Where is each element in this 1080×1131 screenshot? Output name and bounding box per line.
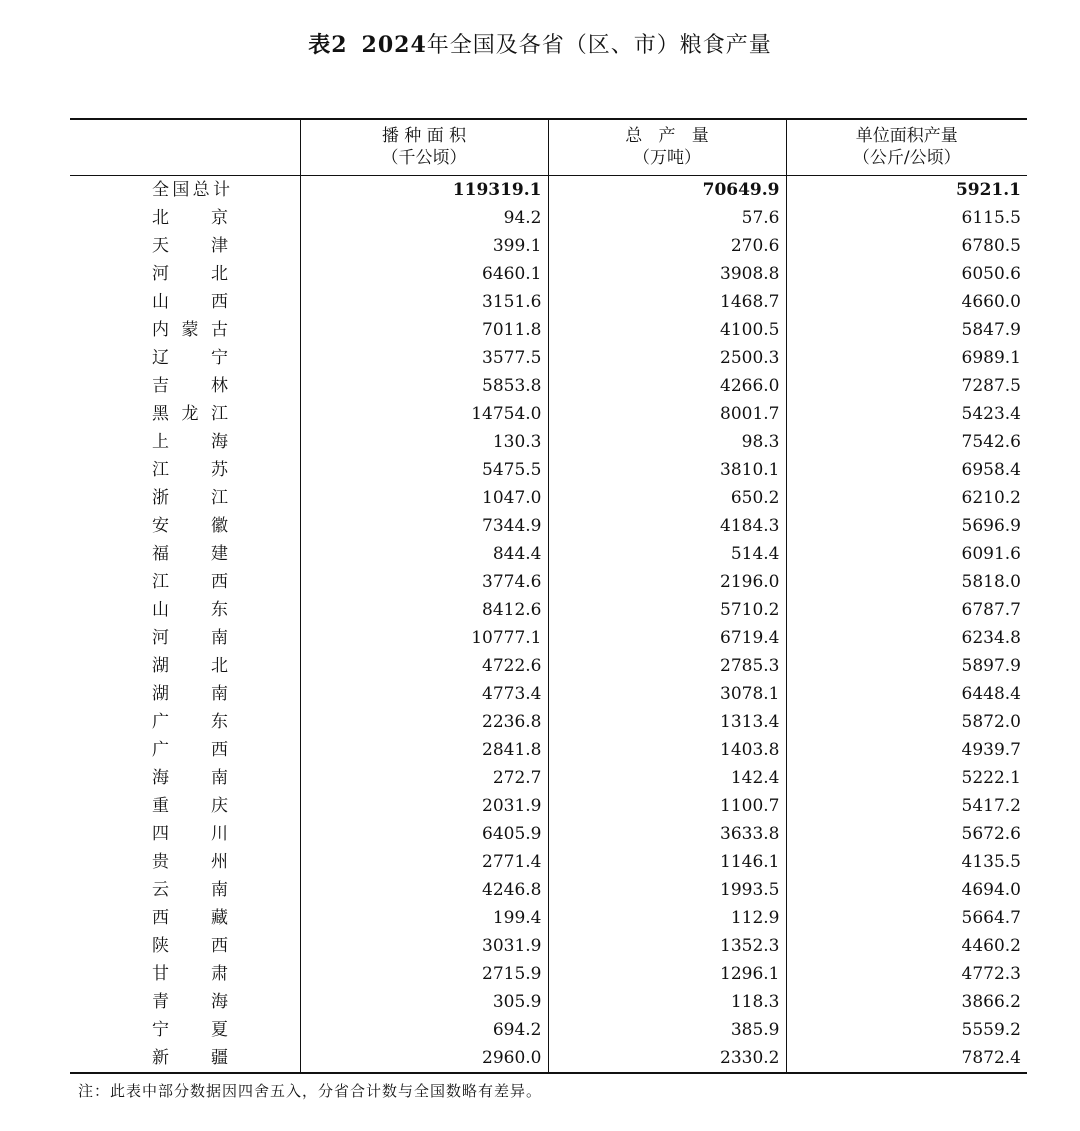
total-output-cell: 8001.7 — [548, 400, 786, 428]
sown-area-cell: 8412.6 — [300, 596, 548, 624]
table-title — [0, 28, 1080, 59]
region-name: 福 建 — [152, 543, 228, 564]
total-output-cell: 385.9 — [548, 1016, 786, 1044]
header-sown-area-label: 播 种 面 积 — [381, 126, 467, 147]
yield-per-area-cell: 5423.4 — [786, 400, 1027, 428]
total-output-cell: 4184.3 — [548, 512, 786, 540]
region-name-cell — [70, 792, 300, 820]
total-output-cell: 1313.4 — [548, 708, 786, 736]
yield-per-area-cell: 4694.0 — [786, 876, 1027, 904]
yield-per-area-cell: 4772.3 — [786, 960, 1027, 988]
sown-area-cell: 130.3 — [300, 428, 548, 456]
table-body — [70, 175, 1027, 1073]
region-name-cell — [70, 708, 300, 736]
region-name-cell — [70, 456, 300, 484]
region-name: 山 西 — [152, 291, 228, 312]
table-row — [70, 960, 1027, 988]
header-sown-area-unit: （千公顷） — [381, 148, 467, 169]
sown-area-cell: 4773.4 — [300, 680, 548, 708]
yield-per-area-cell: 7287.5 — [786, 372, 1027, 400]
table-row — [70, 848, 1027, 876]
header-yield-per-area — [786, 119, 1027, 175]
total-output-cell: 1468.7 — [548, 288, 786, 316]
region-name: 河 南 — [152, 627, 228, 648]
table-row — [70, 540, 1027, 568]
total-output-cell: 112.9 — [548, 904, 786, 932]
yield-per-area-cell: 4460.2 — [786, 932, 1027, 960]
region-name-cell — [70, 175, 300, 204]
table-row — [70, 876, 1027, 904]
table-row — [70, 596, 1027, 624]
yield-per-area-cell: 5818.0 — [786, 568, 1027, 596]
region-name-cell — [70, 512, 300, 540]
total-output-cell: 3633.8 — [548, 820, 786, 848]
region-name-cell — [70, 820, 300, 848]
yield-per-area-cell: 5664.7 — [786, 904, 1027, 932]
region-name-cell — [70, 204, 300, 232]
region-name: 江 西 — [152, 571, 228, 592]
table-number: 表2 — [308, 32, 348, 58]
region-name: 天 津 — [152, 235, 228, 256]
sown-area-cell: 94.2 — [300, 204, 548, 232]
table-row — [70, 624, 1027, 652]
table-row — [70, 708, 1027, 736]
region-name-cell — [70, 876, 300, 904]
total-output-cell: 2196.0 — [548, 568, 786, 596]
region-name: 河 北 — [152, 263, 228, 284]
sown-area-cell: 119319.1 — [300, 175, 548, 204]
sown-area-cell: 399.1 — [300, 232, 548, 260]
region-name: 北 京 — [152, 207, 228, 228]
total-output-cell: 650.2 — [548, 484, 786, 512]
region-name: 四 川 — [152, 823, 228, 844]
region-name-cell — [70, 484, 300, 512]
total-output-cell: 1146.1 — [548, 848, 786, 876]
header-total-output — [548, 119, 786, 175]
total-output-cell: 270.6 — [548, 232, 786, 260]
yield-per-area-cell: 6115.5 — [786, 204, 1027, 232]
region-name: 吉 林 — [152, 375, 228, 396]
total-output-cell: 5710.2 — [548, 596, 786, 624]
yield-per-area-cell: 5847.9 — [786, 316, 1027, 344]
sown-area-cell: 4246.8 — [300, 876, 548, 904]
total-output-cell: 118.3 — [548, 988, 786, 1016]
region-name-cell — [70, 680, 300, 708]
sown-area-cell: 6405.9 — [300, 820, 548, 848]
region-name: 重 庆 — [152, 795, 228, 816]
total-output-cell: 1100.7 — [548, 792, 786, 820]
yield-per-area-cell: 4135.5 — [786, 848, 1027, 876]
region-name-cell — [70, 904, 300, 932]
sown-area-cell: 5853.8 — [300, 372, 548, 400]
total-output-cell: 70649.9 — [548, 175, 786, 204]
region-name-cell — [70, 764, 300, 792]
region-name: 贵 州 — [152, 851, 228, 872]
total-output-cell: 57.6 — [548, 204, 786, 232]
yield-per-area-cell: 6091.6 — [786, 540, 1027, 568]
grain-output-table — [70, 118, 1027, 1074]
table-row — [70, 456, 1027, 484]
region-name-cell — [70, 960, 300, 988]
table-row — [70, 232, 1027, 260]
header-region — [70, 119, 300, 175]
total-output-cell: 6719.4 — [548, 624, 786, 652]
region-name: 江 苏 — [152, 459, 228, 480]
yield-per-area-cell: 6787.7 — [786, 596, 1027, 624]
yield-per-area-cell: 7872.4 — [786, 1044, 1027, 1073]
region-name-cell — [70, 848, 300, 876]
yield-per-area-cell: 6958.4 — [786, 456, 1027, 484]
sown-area-cell: 3151.6 — [300, 288, 548, 316]
region-name-cell — [70, 988, 300, 1016]
sown-area-cell: 844.4 — [300, 540, 548, 568]
yield-per-area-cell: 3866.2 — [786, 988, 1027, 1016]
region-name-cell — [70, 400, 300, 428]
header-sown-area — [300, 119, 548, 175]
region-name-cell — [70, 1016, 300, 1044]
sown-area-cell: 14754.0 — [300, 400, 548, 428]
sown-area-cell: 199.4 — [300, 904, 548, 932]
table-row — [70, 260, 1027, 288]
total-output-cell: 1352.3 — [548, 932, 786, 960]
total-output-cell: 3908.8 — [548, 260, 786, 288]
region-name: 湖 南 — [152, 683, 228, 704]
sown-area-cell: 10777.1 — [300, 624, 548, 652]
region-name: 浙 江 — [152, 487, 228, 508]
sown-area-cell: 305.9 — [300, 988, 548, 1016]
region-name-cell — [70, 596, 300, 624]
table-row — [70, 484, 1027, 512]
region-name-cell — [70, 568, 300, 596]
table-row-total — [70, 175, 1027, 204]
table-row — [70, 372, 1027, 400]
yield-per-area-cell: 5696.9 — [786, 512, 1027, 540]
sown-area-cell: 7011.8 — [300, 316, 548, 344]
region-name: 湖 北 — [152, 655, 228, 676]
sown-area-cell: 3577.5 — [300, 344, 548, 372]
region-name: 全国总计 — [152, 179, 230, 200]
yield-per-area-cell: 5897.9 — [786, 652, 1027, 680]
region-name-cell — [70, 232, 300, 260]
region-name: 西 藏 — [152, 907, 228, 928]
yield-per-area-cell: 5921.1 — [786, 175, 1027, 204]
yield-per-area-cell: 5417.2 — [786, 792, 1027, 820]
sown-area-cell: 3031.9 — [300, 932, 548, 960]
region-name: 黑 龙 江 — [152, 403, 228, 424]
table-row — [70, 400, 1027, 428]
yield-per-area-cell: 5672.6 — [786, 820, 1027, 848]
sown-area-cell: 2031.9 — [300, 792, 548, 820]
table-row — [70, 904, 1027, 932]
yield-per-area-cell: 6780.5 — [786, 232, 1027, 260]
total-output-cell: 3078.1 — [548, 680, 786, 708]
region-name-cell — [70, 372, 300, 400]
region-name-cell — [70, 316, 300, 344]
total-output-cell: 1993.5 — [548, 876, 786, 904]
region-name: 山 东 — [152, 599, 228, 620]
table-row — [70, 764, 1027, 792]
table-row — [70, 680, 1027, 708]
sown-area-cell: 272.7 — [300, 764, 548, 792]
sown-area-cell: 4722.6 — [300, 652, 548, 680]
total-output-cell: 4100.5 — [548, 316, 786, 344]
region-name: 陕 西 — [152, 935, 228, 956]
table-row — [70, 988, 1027, 1016]
total-output-cell: 1403.8 — [548, 736, 786, 764]
region-name: 广 西 — [152, 739, 228, 760]
total-output-cell: 142.4 — [548, 764, 786, 792]
total-output-cell: 3810.1 — [548, 456, 786, 484]
region-name: 内 蒙 古 — [152, 319, 228, 340]
header-total-output-unit: （万吨） — [633, 148, 701, 169]
table-row — [70, 1044, 1027, 1073]
total-output-cell: 4266.0 — [548, 372, 786, 400]
region-name: 海 南 — [152, 767, 228, 788]
sown-area-cell: 2960.0 — [300, 1044, 548, 1073]
table-row — [70, 316, 1027, 344]
region-name-cell — [70, 260, 300, 288]
header-row — [70, 119, 1027, 175]
total-output-cell: 2500.3 — [548, 344, 786, 372]
sown-area-cell: 3774.6 — [300, 568, 548, 596]
region-name-cell — [70, 1044, 300, 1073]
yield-per-area-cell: 5872.0 — [786, 708, 1027, 736]
table-row — [70, 932, 1027, 960]
table-row — [70, 736, 1027, 764]
region-name: 宁 夏 — [152, 1019, 228, 1040]
sown-area-cell: 694.2 — [300, 1016, 548, 1044]
table-row — [70, 344, 1027, 372]
table-footnote: 注：此表中部分数据因四舍五入，分省合计数与全国数略有差异。 — [78, 1082, 543, 1100]
sown-area-cell: 2236.8 — [300, 708, 548, 736]
region-name-cell — [70, 288, 300, 316]
grain-output-table-container — [70, 118, 1027, 1074]
total-output-cell: 2330.2 — [548, 1044, 786, 1073]
table-row — [70, 568, 1027, 596]
region-name-cell — [70, 624, 300, 652]
table-row — [70, 204, 1027, 232]
yield-per-area-cell: 6448.4 — [786, 680, 1027, 708]
total-output-cell: 2785.3 — [548, 652, 786, 680]
total-output-cell: 98.3 — [548, 428, 786, 456]
region-name: 新 疆 — [152, 1047, 228, 1068]
sown-area-cell: 5475.5 — [300, 456, 548, 484]
total-output-cell: 1296.1 — [548, 960, 786, 988]
yield-per-area-cell: 5559.2 — [786, 1016, 1027, 1044]
region-name: 云 南 — [152, 879, 228, 900]
sown-area-cell: 2771.4 — [300, 848, 548, 876]
yield-per-area-cell: 6989.1 — [786, 344, 1027, 372]
total-output-cell: 514.4 — [548, 540, 786, 568]
region-name: 广 东 — [152, 711, 228, 732]
sown-area-cell: 6460.1 — [300, 260, 548, 288]
yield-per-area-cell: 5222.1 — [786, 764, 1027, 792]
table-row — [70, 652, 1027, 680]
region-name-cell — [70, 932, 300, 960]
region-name-cell — [70, 540, 300, 568]
header-yield-per-area-unit: （公斤/公顷） — [852, 148, 961, 169]
table-row — [70, 820, 1027, 848]
table-row — [70, 1016, 1027, 1044]
region-name: 甘 肃 — [152, 963, 228, 984]
yield-per-area-cell: 4939.7 — [786, 736, 1027, 764]
table-row — [70, 512, 1027, 540]
table-row — [70, 428, 1027, 456]
yield-per-area-cell: 6210.2 — [786, 484, 1027, 512]
region-name-cell — [70, 428, 300, 456]
region-name-cell — [70, 344, 300, 372]
region-name: 青 海 — [152, 991, 228, 1012]
region-name: 辽 宁 — [152, 347, 228, 368]
sown-area-cell: 1047.0 — [300, 484, 548, 512]
table-row — [70, 288, 1027, 316]
title-text: 年全国及各省（区、市）粮食产量 — [426, 33, 772, 58]
header-total-output-label: 总 产 量 — [625, 126, 709, 147]
table-row — [70, 792, 1027, 820]
region-name-cell — [70, 652, 300, 680]
region-name-cell — [70, 736, 300, 764]
yield-per-area-cell: 6234.8 — [786, 624, 1027, 652]
title-year: 2024 — [361, 32, 427, 58]
sown-area-cell: 7344.9 — [300, 512, 548, 540]
yield-per-area-cell: 6050.6 — [786, 260, 1027, 288]
sown-area-cell: 2715.9 — [300, 960, 548, 988]
sown-area-cell: 2841.8 — [300, 736, 548, 764]
region-name: 安 徽 — [152, 515, 228, 536]
yield-per-area-cell: 4660.0 — [786, 288, 1027, 316]
yield-per-area-cell: 7542.6 — [786, 428, 1027, 456]
region-name: 上 海 — [152, 431, 228, 452]
header-yield-per-area-label: 单位面积产量 — [855, 126, 958, 147]
